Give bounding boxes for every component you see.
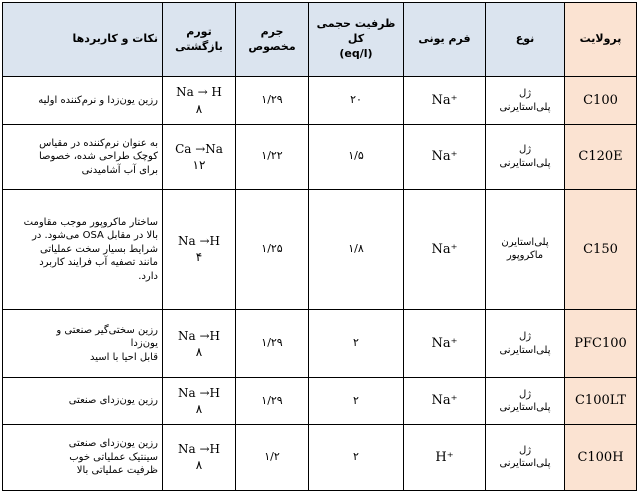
header-capacity [309, 3, 404, 77]
type-line: پلی‌استایرن [501, 236, 549, 248]
header-row [3, 3, 637, 77]
cell-ionic-form: H⁺ [404, 424, 486, 490]
cell-notes [3, 424, 163, 490]
cell-product: C100H [565, 424, 637, 490]
notes-line: شرایط بسیار سخت عملیاتی [40, 243, 158, 255]
header-notes: نکات و کاربردها [3, 3, 163, 77]
cell-product: C150 [565, 189, 637, 310]
swelling-percent: ۸ [195, 402, 203, 417]
swelling-conversion: Na →H [178, 385, 220, 400]
notes-line: رزین سختی‌گیر صنعتی و [56, 324, 158, 336]
cell-swelling [163, 125, 236, 189]
notes-line: کوچک طراحی شده، خصوصا [38, 151, 158, 163]
cell-ionic-form: Na⁺ [404, 378, 486, 424]
notes-line: قابل احیا با اسید [90, 351, 158, 363]
table-row [3, 189, 637, 310]
cell-product: PFC100 [565, 310, 637, 378]
cell-swelling [163, 310, 236, 378]
cell-notes [3, 310, 163, 378]
cell-type [486, 424, 565, 490]
cell-type [486, 125, 565, 189]
header-product: پرولایت [565, 3, 637, 77]
header-type: نوع [486, 3, 565, 77]
swelling-conversion: Na → H [176, 85, 222, 100]
type-line: پلی‌استایرنی [499, 344, 551, 356]
type-line: ژل [518, 444, 532, 456]
header-specific-mass: جرم مخصوص [236, 3, 309, 77]
notes-line: سینتیک عملیاتی خوب [69, 451, 158, 463]
cell-capacity: ۲ [309, 310, 404, 378]
table-row [3, 77, 637, 125]
table-row [3, 125, 637, 189]
swelling-conversion: Ca →Na [175, 141, 223, 156]
header-swelling: تورم بازگشتی [163, 3, 236, 77]
cell-product: C100LT [565, 378, 637, 424]
cell-product: C100 [565, 77, 637, 125]
notes-line: رزین یون‌زدا و نرم‌کننده اولیه [38, 94, 158, 106]
cell-type [486, 77, 565, 125]
swelling-conversion: Na →H [178, 442, 220, 457]
cell-notes [3, 125, 163, 189]
swelling-percent: ۸ [195, 458, 203, 473]
header-capacity-label: ظرفیت حجمی کل [316, 17, 396, 46]
cell-type [486, 310, 565, 378]
swelling-conversion: Na →H [178, 328, 220, 343]
notes-line: یون‌زدا [130, 338, 158, 349]
cell-ionic-form: Na⁺ [404, 310, 486, 378]
cell-ionic-form: Na⁺ [404, 125, 486, 189]
notes-line: رزین یون‌زدای صنعتی [68, 395, 158, 407]
notes-line: برای آب آشامیدنی [81, 164, 158, 176]
type-line: پلی‌استایرنی [499, 101, 551, 113]
cell-specific-mass: ۱/۲۹ [236, 378, 309, 424]
swelling-conversion: Na →H [178, 234, 220, 249]
cell-ionic-form: Na⁺ [404, 189, 486, 310]
table-row [3, 310, 637, 378]
type-line: پلی‌استایرنی [499, 157, 551, 169]
cell-specific-mass: ۱/۲۵ [236, 189, 309, 310]
header-capacity-unit: (eq/l) [339, 46, 373, 60]
cell-swelling [163, 77, 236, 125]
cell-specific-mass: ۱/۲۹ [236, 77, 309, 125]
type-line: ژل [518, 144, 532, 156]
type-line: پلی‌استایرنی [499, 458, 551, 470]
swelling-percent: ۸ [195, 101, 203, 116]
header-ionic-form: فرم یونی [404, 3, 486, 77]
cell-capacity: ۲ [309, 378, 404, 424]
cell-ionic-form: Na⁺ [404, 77, 486, 125]
notes-line: بالا در مقابل OSA می‌شود. در [32, 230, 158, 242]
cell-capacity: ۱/۸ [309, 189, 404, 310]
resin-spec-table [2, 2, 637, 491]
swelling-percent: ۸ [195, 344, 203, 359]
cell-product: C120E [565, 125, 637, 189]
cell-specific-mass: ۱/۲ [236, 424, 309, 490]
notes-line: دارد. [138, 270, 158, 282]
table-row [3, 424, 637, 490]
cell-swelling [163, 424, 236, 490]
cell-capacity: ۲ [309, 424, 404, 490]
notes-line: به عنوان نرم‌کننده در مقیاس [39, 137, 158, 149]
cell-notes [3, 77, 163, 125]
cell-notes [3, 378, 163, 424]
cell-specific-mass: ۱/۲۹ [236, 310, 309, 378]
table-body [3, 77, 637, 491]
type-line: ژل [518, 331, 532, 343]
cell-type [486, 189, 565, 310]
cell-swelling [163, 378, 236, 424]
type-line: پلی‌استایرنی [499, 402, 551, 414]
notes-line: ظرفیت عملیاتی بالا [76, 465, 158, 477]
cell-capacity: ۱/۵ [309, 125, 404, 189]
notes-line: رزین یون‌زدای صنعتی [68, 438, 158, 450]
swelling-percent: ۱۲ [192, 157, 206, 172]
type-line: ژل [518, 388, 532, 400]
notes-line: ساختار ماکروپور موجب مقاومت [23, 216, 158, 228]
cell-type [486, 378, 565, 424]
cell-specific-mass: ۱/۲۲ [236, 125, 309, 189]
swelling-percent: ۴ [195, 250, 203, 265]
cell-swelling [163, 189, 236, 310]
table-row [3, 378, 637, 424]
type-line: ماکروپور [506, 250, 544, 262]
cell-notes [3, 189, 163, 310]
cell-capacity: ۲۰ [309, 77, 404, 125]
type-line: ژل [518, 88, 532, 100]
notes-line: مانند تصفیه آب فرایند کاربرد [39, 257, 158, 269]
